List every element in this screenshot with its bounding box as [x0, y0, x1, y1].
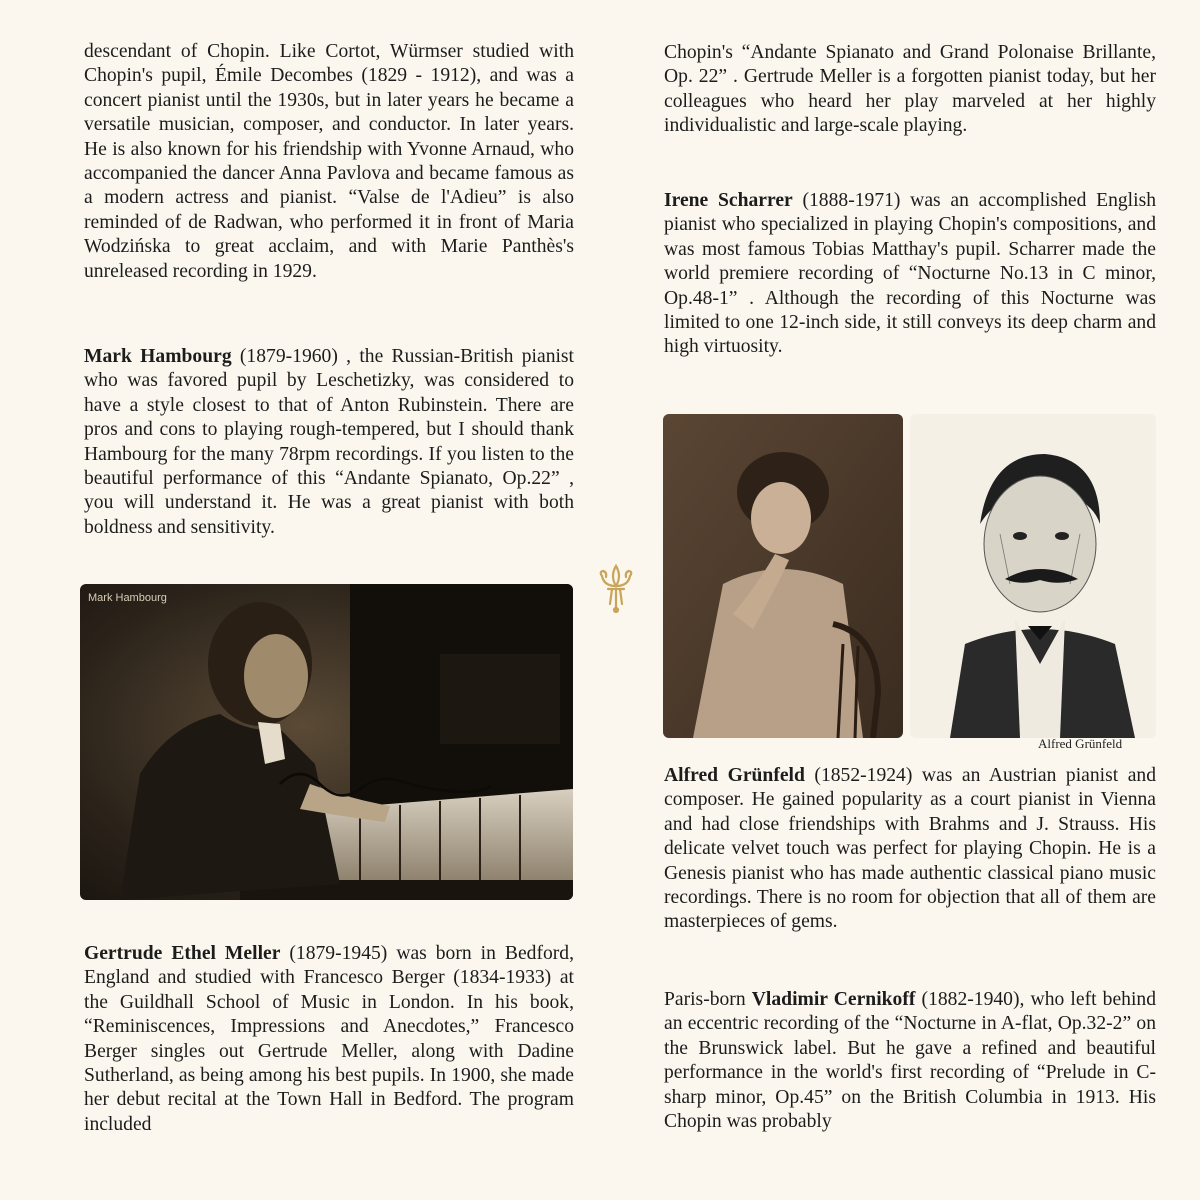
name-mark-hambourg: Mark Hambourg — [84, 346, 232, 367]
photo-alfred-grunfeld-image — [910, 414, 1156, 738]
paragraph-meller-continued: Chopin's “Andante Spianato and Grand Polonaise Brillante, Op. 22” . Gertrude Meller is a forgotten pianist today, but her colleagues who heard her play marveled at her highly individualistic and large-scale playing. — [664, 42, 1156, 137]
paragraph-scharrer: Irene Scharrer (1888-1971) was an accomplished English pianist who specialized in playing Chopin's compositions, and was most famous Tobias Matthay's pupil. Scharrer made the world premiere recording of “Nocturne No.13 in C minor, Op.48-1” . Although the recording of this Nocturne was limited to one 12-inch side, it still conveys its deep charm and high virtuosity. — [664, 190, 1156, 358]
photo-caption-hambourg: Mark Hambourg — [88, 592, 167, 604]
photo-alfred-grunfeld — [910, 414, 1156, 738]
paragraph-grunfeld: Alfred Grünfeld (1852-1924) was an Austrian pianist and composer. He gained popularity as a court pianist in Vienna and had close friendships with Brahms and J. Strauss. His delicate velvet touch was perfect for playing Chopin. He is a Genesis pianist who has made authentic classical piano music recordings. There is no room for objection that all of them are masterpieces of gems. — [664, 765, 1156, 933]
photo-caption-grunfeld: Alfred Grünfeld — [1038, 736, 1123, 751]
photo-mark-hambourg — [80, 584, 573, 900]
paragraph-wurmser: descendant of Chopin. Like Cortot, Würmser studied with Chopin's pupil, Émile Decombes (1829 - 1912), and was a concert pianist until the 1930s, but in later years he became a versatile musician, composer, and conductor. In later years. He is also known for his friendship with Yvonne Arnaud, who accompanied the dancer Anna Pavlova and became famous as a modern actress and pianist. “Valse de l'Adieu” is also reminded of de Radwan, who performed it in front of Maria Wodzińska to great acclaim, and with Marie Panthès's unreleased recording in 1929. — [84, 41, 574, 282]
photo-irene-scharrer — [663, 414, 903, 738]
name-irene-scharrer: Irene Scharrer — [664, 190, 793, 211]
photo-irene-scharrer-image — [663, 414, 903, 738]
name-vladimir-cernikoff: Vladimir Cernikoff — [751, 989, 916, 1010]
paragraph-meller: Gertrude Ethel Meller (1879-1945) was born in Bedford, England and studied with Francesco Berger (1834-1933) at the Guildhall School of Music in London. In his book, “Reminiscences, Impressions and Anecdotes,” Francesco Berger singles out Gertrude Meller, along with Dadine Sutherland, as being among his best pupils. In 1900, she made her debut recital at the Town Hall in Bedford. The program included — [84, 943, 574, 1135]
name-gertrude-meller: Gertrude Ethel Meller — [84, 943, 281, 964]
paragraph-cernikoff: Paris-born Vladimir Cernikoff (1882-1940), who left behind an eccentric recording of the “Nocturne in A-flat, Op.32-2” on the Brunswick label. But he gave a refined and beautiful performance in the world's first recording of “Prelude in C-sharp minor, Op.45” on the British Columbia in 1913. His Chopin was probably — [664, 989, 1157, 1133]
fleur-de-lis-icon — [596, 562, 636, 619]
photo-mark-hambourg-image — [80, 584, 573, 900]
paragraph-hambourg: Mark Hambourg (1879-1960) , the Russian-British pianist who was favored pupil by Leschetizky, was considered to have a style closest to that of Anton Rubinstein. There are pros and cons to playing rough-tempered, but I should thank Hambourg for the many 78rpm recordings. If you listen to the beautiful performance of this “Andante Spianato, Op.22” , you will understand it. He was a great pianist with both boldness and sensitivity. — [84, 346, 575, 538]
name-alfred-grunfeld: Alfred Grünfeld — [664, 765, 805, 786]
